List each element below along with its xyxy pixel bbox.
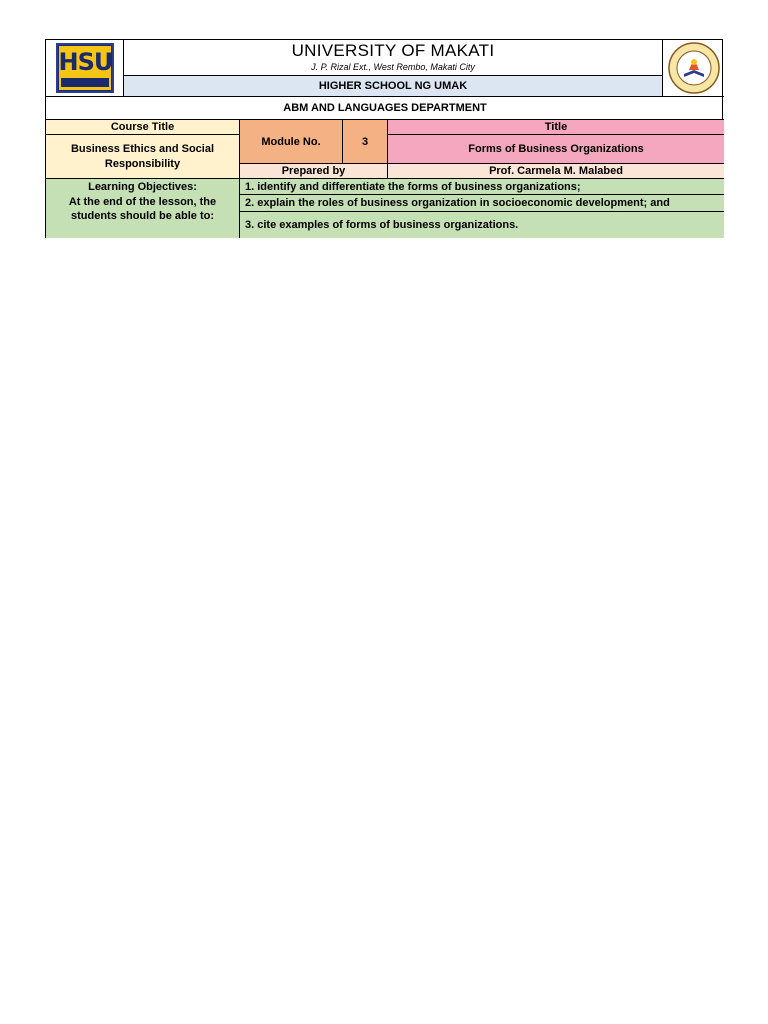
learning-objectives-intro: At the end of the lesson, the students should be able to: bbox=[68, 195, 217, 222]
course-title-header: Course Title bbox=[46, 120, 240, 135]
module-title-value: Forms of Business Organizations bbox=[388, 135, 724, 164]
course-title-value: Business Ethics and Social Responsibility bbox=[46, 135, 240, 179]
module-title-header: Title bbox=[388, 120, 724, 135]
university-title: UNIVERSITY OF MAKATI bbox=[291, 41, 495, 60]
objective-item: 3. cite examples of forms of business organizations. bbox=[240, 212, 724, 238]
seal-icon bbox=[666, 41, 722, 95]
module-header-table bbox=[45, 39, 723, 238]
objective-item: 2. explain the roles of business organization in socioeconomic development; and bbox=[240, 195, 724, 212]
department-title: ABM AND LANGUAGES DEPARTMENT bbox=[46, 96, 724, 120]
module-number-value: 3 bbox=[343, 120, 388, 164]
hsu-logo-text: HSU bbox=[58, 48, 113, 76]
learning-objectives-label bbox=[46, 179, 240, 238]
hsu-logo-badge bbox=[56, 43, 114, 93]
prepared-by-value: Prof. Carmela M. Malabed bbox=[388, 164, 724, 179]
university-address: J. P. Rizal Ext., West Rembo, Makati City bbox=[311, 62, 475, 72]
school-name: HIGHER SCHOOL NG UMAK bbox=[124, 75, 662, 96]
university-seal-logo bbox=[662, 40, 724, 96]
prepared-by-label: Prepared by bbox=[240, 164, 388, 179]
hsu-logo bbox=[46, 40, 124, 96]
objective-item: 1. identify and differentiate the forms of business organizations; bbox=[240, 179, 724, 195]
module-number-label: Module No. bbox=[240, 120, 343, 164]
learning-objectives-heading: Learning Objectives: bbox=[88, 181, 197, 193]
